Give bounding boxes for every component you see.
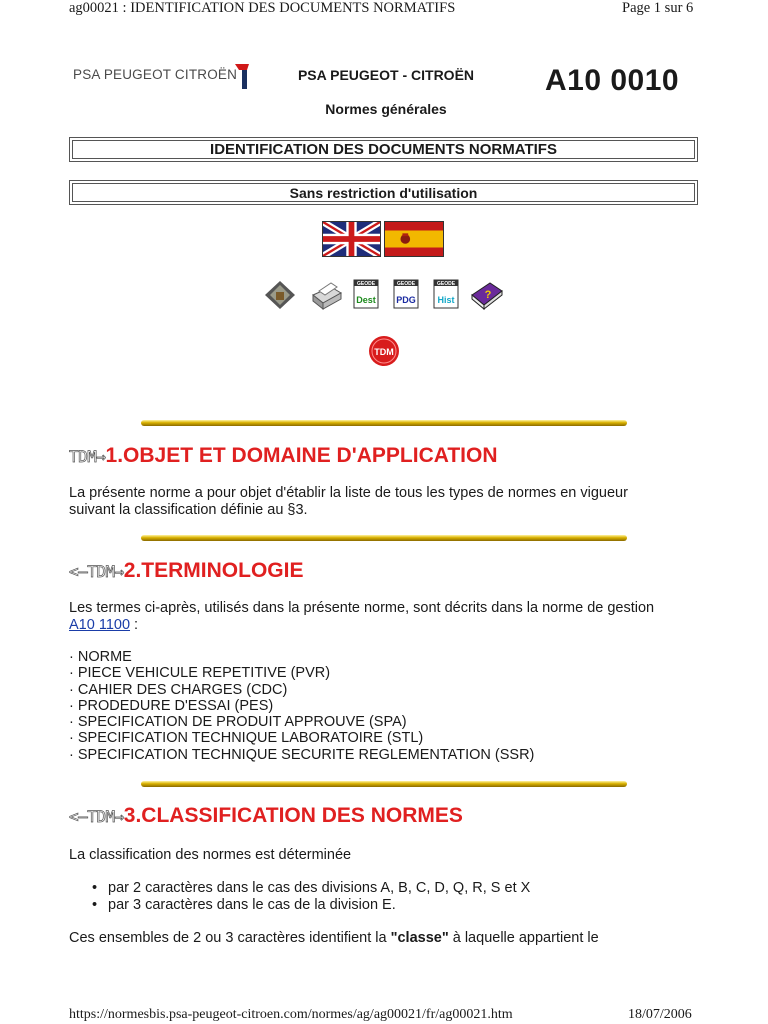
uk-flag-icon[interactable] [322,221,381,257]
section-2-title: 2.TERMINOLOGIE [123,559,304,582]
list-item: · SPECIFICATION TECHNIQUE SECURITE REGLEMENTATION (SSR) [69,746,535,763]
section-1-title: 1.OBJET ET DOMAINE D'APPLICATION [105,444,498,467]
print-footer-url: https://normesbis.psa-peugeot-citroen.com/normes/ag/ag00021/fr/ag00021.htm [69,1007,513,1022]
section-divider [141,535,627,541]
list-item: · SPECIFICATION TECHNIQUE LABORATOIRE (STL) [69,730,424,747]
psa-logo [73,66,249,92]
section-divider [141,420,627,426]
title-box [69,137,698,162]
section-2-heading [69,559,303,583]
print-header-title: ag00021 : IDENTIFICATION DES DOCUMENTS NORMATIFS [69,0,456,16]
tdm-icon [368,335,400,367]
classe-term: "classe" [390,930,449,946]
classification-list [92,880,530,913]
text-line [69,617,709,634]
text-line: suivant la classification définie au §3. [69,501,308,518]
restriction-box [69,180,698,205]
tdm-nav-link[interactable]: <—TDM→ [69,807,124,826]
tdm-button[interactable] [368,335,400,367]
geode-hist-icon[interactable] [431,279,465,311]
document-number: A10 0010 [545,64,680,97]
printer-icon[interactable] [309,279,343,311]
print-header-page: Page 1 sur 6 [622,0,694,16]
print-footer-date: 18/07/2006 [628,1007,692,1022]
geode-pdg-icon[interactable] [391,279,425,311]
section-1-heading [69,444,498,468]
hist-label: Hist [437,295,455,305]
document-title: IDENTIFICATION DES DOCUMENTS NORMATIFS [210,141,557,158]
tdm-nav-link[interactable]: <—TDM→ [69,562,124,581]
restriction-label: Sans restriction d'utilisation [289,185,478,201]
norm-link-a10-1100[interactable]: A10 1100 [69,616,131,633]
tdm-label: TDM [374,347,394,357]
spain-flag-icon[interactable] [384,221,444,257]
text-line: Les termes ci-après, utilisés dans la présente norme, sont décrits dans la norme de gestion [69,600,655,616]
geode-label: GEODE [396,281,416,287]
link-suffix: : [130,616,139,633]
list-item: • par 2 caractères dans le cas des divisions A, B, C, D, Q, R, S et X [92,880,531,896]
section-divider [141,781,627,787]
text-line: La présente norme a pour objet d'établir la liste de tous les types de normes en vigueur [69,485,628,501]
pdg-label: PDG [396,295,416,305]
list-item: • par 3 caractères dans le cas de la division E. [92,896,396,913]
help-book-icon[interactable] [470,279,504,311]
geode-dest-icon[interactable] [351,279,385,311]
geode-label: GEODE [436,281,456,287]
tdm-nav-link[interactable]: TDM→ [69,447,106,466]
section-1-text [69,485,709,518]
home-icon[interactable] [263,279,297,311]
terminology-list [69,649,534,763]
section-3-closing: Ces ensembles de 2 ou 3 caractères identifient la "classe" à laquelle appartient le [69,930,599,946]
list-item: · PIECE VEHICULE REPETITIVE (PVR) [69,665,331,682]
section-3-title: 3.CLASSIFICATION DES NORMES [123,804,463,827]
list-item: · PRODEDURE D'ESSAI (PES) [69,697,274,714]
list-item: · SPECIFICATION DE PRODUIT APPROUVE (SPA) [69,714,407,731]
list-item: · CAHIER DES CHARGES (CDC) [69,681,288,698]
dest-label: Dest [356,295,376,305]
section-3-intro: La classification des normes est déterminée [69,847,352,863]
help-label: ? [484,289,492,301]
section-3-heading [69,804,463,828]
section-2-text [69,600,709,633]
norm-category: Normes générales [325,101,447,117]
list-item: · NORME [69,649,132,665]
logo-text: PSA PEUGEOT CITROËN [73,67,238,82]
geode-label: GEODE [356,281,376,287]
logo-flag-icon [235,64,249,90]
company-name: PSA PEUGEOT - CITROËN [297,67,475,83]
